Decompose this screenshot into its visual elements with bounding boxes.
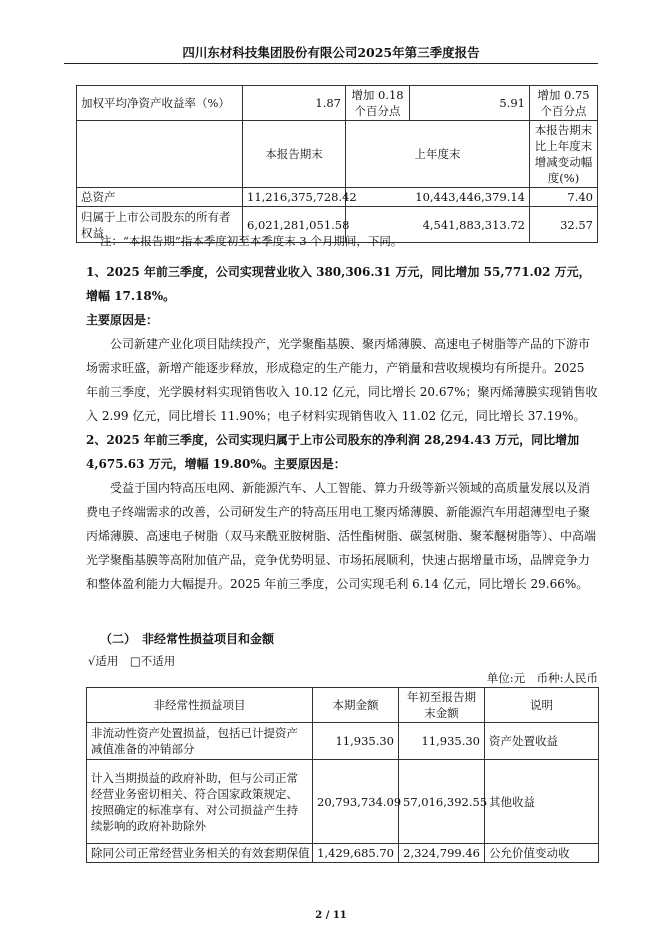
column-header: 年初至报告期末金额 xyxy=(399,688,485,723)
unit-label: 单位:元 币种:人民币 xyxy=(486,671,598,685)
row-label: 归属于上市公司股东的所有者权益 xyxy=(77,207,243,243)
table-cell: 57,016,392.55 xyxy=(399,760,485,844)
page-number: 2 / 11 xyxy=(315,910,347,921)
row-label: 总资产 xyxy=(77,188,243,207)
table-row xyxy=(87,760,599,844)
table-cell: 除同公司正常经营业务相关的有效套期保值 xyxy=(87,844,313,863)
section1-title: 1、2025 年前三季度，公司实现营业收入 380,306.31 万元，同比增加 55,771.02 万元，增幅 17.18%。 xyxy=(86,265,591,303)
section2-title: 2、2025 年前三季度，公司实现归属于上市公司股东的净利润 28,294.43 万元，同比增加 4,675.63 万元，增幅 19.80%。主要原因是： xyxy=(86,433,580,471)
header-divider xyxy=(64,63,598,64)
section3-title: （二） 非经常性损益项目和金额 xyxy=(100,632,275,646)
row-label: 加权平均净资产收益率（%） xyxy=(77,86,243,121)
page-header-title: 四川东材科技集团股份有限公司2025年第三季度报告 xyxy=(182,45,480,60)
table-cell: 资产处置收益 xyxy=(485,723,599,760)
table-cell: 公允价值变动收 xyxy=(485,844,599,863)
table-cell: 计入当期损益的政府补助，但与公司正常经营业务密切相关、符合国家政策规定、按照确定的标准享有、对公司损益产生持续影响的政府补助除外 xyxy=(87,760,313,844)
table-header-row xyxy=(87,688,599,723)
column-header: 本报告期末 xyxy=(243,121,346,188)
table-cell: 1.87 xyxy=(243,86,346,121)
table-cell: 1,429,685.70 xyxy=(313,844,399,863)
table-cell: 其他收益 xyxy=(485,760,599,844)
column-header: 说明 xyxy=(485,688,599,723)
table-cell: 增加 0.75 个百分点 xyxy=(530,86,598,121)
key-indicators-table xyxy=(76,85,598,243)
table-row xyxy=(77,188,598,207)
table-cell: 20,793,734.09 xyxy=(313,760,399,844)
table-cell: 11,216,375,728.42 xyxy=(243,188,346,207)
table-cell: 32.57 xyxy=(530,207,598,243)
table-row xyxy=(87,844,599,863)
column-header: 本期金额 xyxy=(313,688,399,723)
table-row xyxy=(77,86,598,121)
table-cell: 5.91 xyxy=(410,86,530,121)
table-cell: 6,021,281,051.58 xyxy=(243,207,346,243)
table-cell: 非流动性资产处置损益，包括已计提资产减值准备的冲销部分 xyxy=(87,723,313,760)
table-cell: 10,443,446,379.14 xyxy=(346,188,530,207)
table-cell: 增加 0.18 个百分点 xyxy=(346,86,410,121)
non-recurring-items-table xyxy=(86,687,599,863)
column-header: 上年度末 xyxy=(346,121,530,188)
section1-subtitle: 主要原因是： xyxy=(86,313,159,327)
table-cell: 11,935.30 xyxy=(313,723,399,760)
table-cell-empty xyxy=(77,121,243,188)
table-note: 注：“本报告期”指本季度初至本季度末 3 个月期间，下同。 xyxy=(100,234,403,248)
table-cell: 7.40 xyxy=(530,188,598,207)
section2-body: 受益于国内特高压电网、新能源汽车、人工智能、算力升级等新兴领域的高质量发展以及消费电子终端需求的改善，公司研发生产的特高压用电工聚丙烯薄膜、新能源汽车用超薄型电子聚丙烯薄膜、高速电子树脂（双马来酰亚胺树脂、活性酯树脂、碳氢树脂、聚苯醚树脂等）、中高端光学聚酯基膜等高附加值产品，竞争优势明显、市场拓展顺利，快速占据增量市场，品牌竞争力和整体盈利能力大幅提升。2025 年前三季度，公司实现毛利 6.14 亿元，同比增长 29.66%。 xyxy=(86,481,597,591)
table-cell: 2,324,799.46 xyxy=(399,844,485,863)
table-cell: 11,935.30 xyxy=(399,723,485,760)
table-row xyxy=(87,723,599,760)
column-header: 本报告期末比上年度末增减变动幅度(%) xyxy=(530,121,598,188)
applicability-checkbox: √适用 □不适用 xyxy=(88,654,176,668)
section1-body: 公司新建产业化项目陆续投产，光学聚酯基膜、聚丙烯薄膜、高速电子树脂等产品的下游市场需求旺盛，新增产能逐步释放，形成稳定的生产能力，产销量和营收规模均有所提升。2025 年前三季度，光学膜材料实现销售收入 10.12 亿元，同比增长 20.67%；聚丙烯薄膜实现销售收入 2.99 亿元，同比增长 11.90%；电子材料实现销售收入 11.02 亿元，同比增长 37.19%。 xyxy=(86,337,598,423)
table-header-row xyxy=(77,121,598,188)
column-header: 非经常性损益项目 xyxy=(87,688,313,723)
table-cell: 4,541,883,313.72 xyxy=(346,207,530,243)
